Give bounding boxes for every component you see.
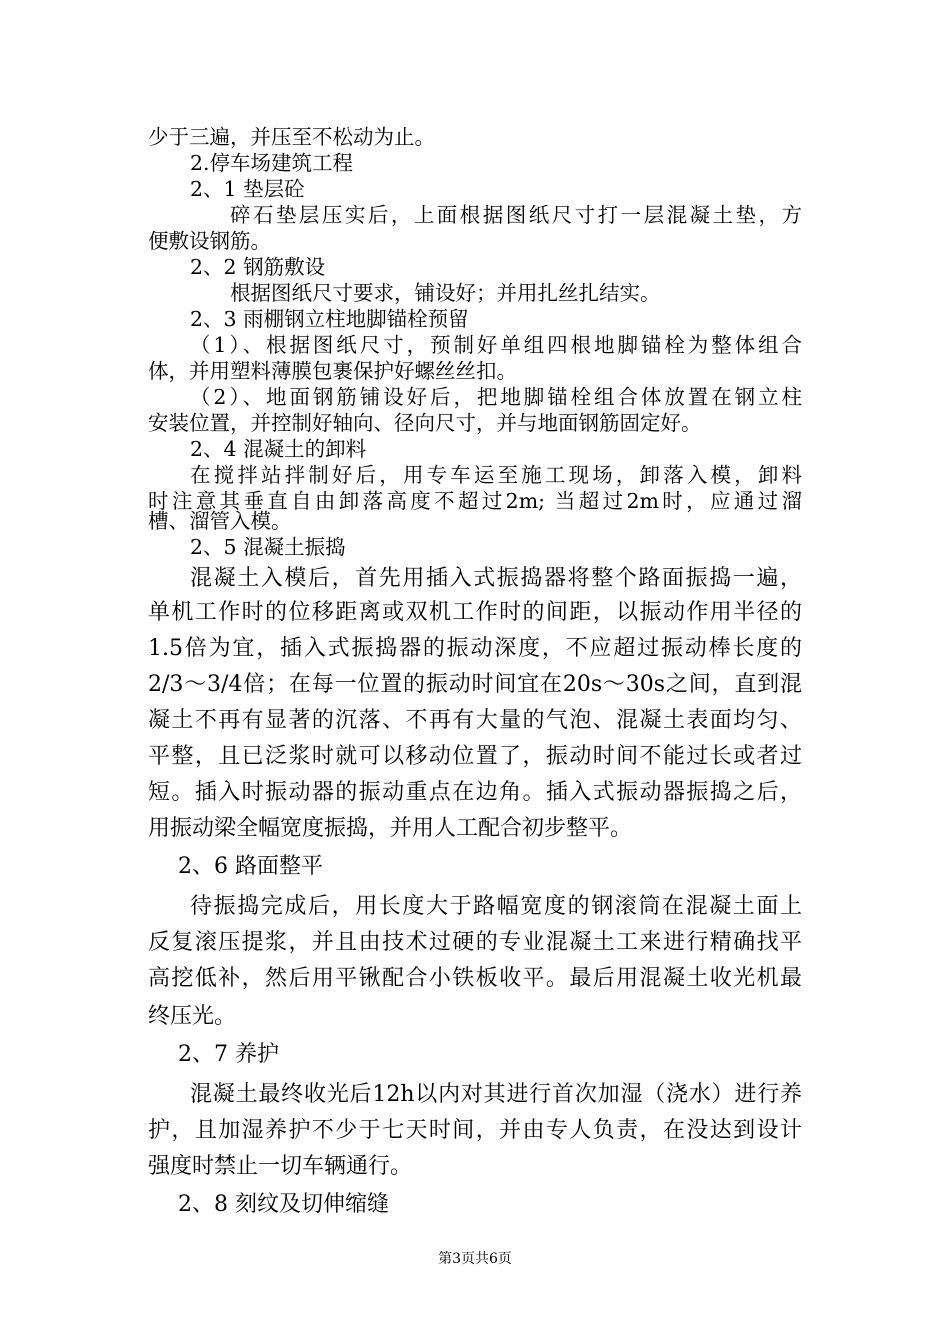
- text-line: 1.5倍为宜，插入式振捣器的振动深度，不应超过振动棒长度的: [148, 636, 802, 661]
- subsection-heading: 2、3 雨棚钢立柱地脚锚栓预留: [190, 307, 469, 331]
- text-line: 2/3～3/4倍；在每一位置的振动时间宜在20s～30s之间，直到混: [148, 672, 802, 697]
- text-line: 终压光。: [148, 1004, 237, 1029]
- text-line: 用振动梁全幅宽度振捣，并用人工配合初步整平。: [148, 816, 633, 841]
- subsection-heading: 2、4 混凝土的卸料: [190, 437, 367, 461]
- subsection-heading: 2、6 路面整平: [178, 854, 323, 879]
- text-line: 根据图纸尺寸要求，铺设好；并用扎丝扎结实。: [230, 281, 661, 305]
- text-line: 高挖低补，然后用平锹配合小铁板收平。最后用混凝土收光机最: [148, 966, 802, 991]
- text-line: 少于三遍，并压至不松动为止。: [148, 125, 435, 149]
- section-heading: 2.停车场建筑工程: [190, 151, 354, 175]
- text-line: （2）、地面钢筋铺设好后，把地脚锚栓组合体放置在钢立柱: [190, 385, 802, 409]
- text-line: 平整，且已泛浆时就可以移动位置了，振动时间不能过长或者过: [148, 744, 802, 769]
- subsection-heading: 2、2 钢筋敷设: [190, 255, 326, 279]
- text-line: 单机工作时的位移距离或双机工作时的间距，以振动作用半径的: [148, 600, 802, 625]
- text-line: 安装位置，并控制好轴向、径向尺寸，并与地面钢筋固定好。: [148, 411, 702, 435]
- text-line: 混凝土最终收光后12h以内对其进行首次加湿（浇水）进行养: [190, 1082, 802, 1107]
- subsection-heading: 2、7 养护: [178, 1042, 279, 1067]
- text-line: 强度时禁止一切车辆通行。: [148, 1154, 413, 1179]
- text-line: 体，并用塑料薄膜包裹保护好螺丝丝扣。: [148, 359, 517, 383]
- text-line: 待振捣完成后，用长度大于路幅宽度的钢滚筒在混凝土面上: [190, 894, 802, 919]
- text-line: 便敷设钢筋。: [148, 229, 271, 253]
- text-line: 短。插入时振动器的振动重点在边角。插入式振动器振捣之后，: [148, 780, 802, 805]
- text-line: 反复滚压提浆，并且由技术过硬的专业混凝土工来进行精确找平: [148, 930, 802, 955]
- text-line: 碎石垫层压实后，上面根据图纸尺寸打一层混凝土垫，方: [230, 203, 802, 227]
- text-line: 凝土不再有显著的沉落、不再有大量的气泡、混凝土表面均匀、: [148, 708, 802, 733]
- text-line: 时注意其垂直自由卸落高度不超过2m; 当超过2m时，应通过溜: [148, 489, 802, 513]
- text-line: 护，且加湿养护不少于七天时间，并由专人负责，在没达到设计: [148, 1118, 802, 1143]
- subsection-heading: 2、1 垫层砼: [190, 177, 305, 201]
- text-line: 槽、溜管入模。: [148, 509, 292, 533]
- text-line: 混凝土入模后，首先用插入式振捣器将整个路面振捣一遍，: [190, 566, 802, 591]
- text-line: （1）、根据图纸尺寸，预制好单组四根地脚锚栓为整体组合: [190, 333, 802, 357]
- text-line: 在搅拌站拌制好后，用专车运至施工现场，卸落入模，卸料: [190, 463, 802, 487]
- subsection-heading: 2、8 刻纹及切伸缩缝: [178, 1192, 389, 1217]
- subsection-heading: 2、5 混凝土振捣: [190, 535, 346, 559]
- page-number-footer: 第3页共6页: [438, 1251, 512, 1267]
